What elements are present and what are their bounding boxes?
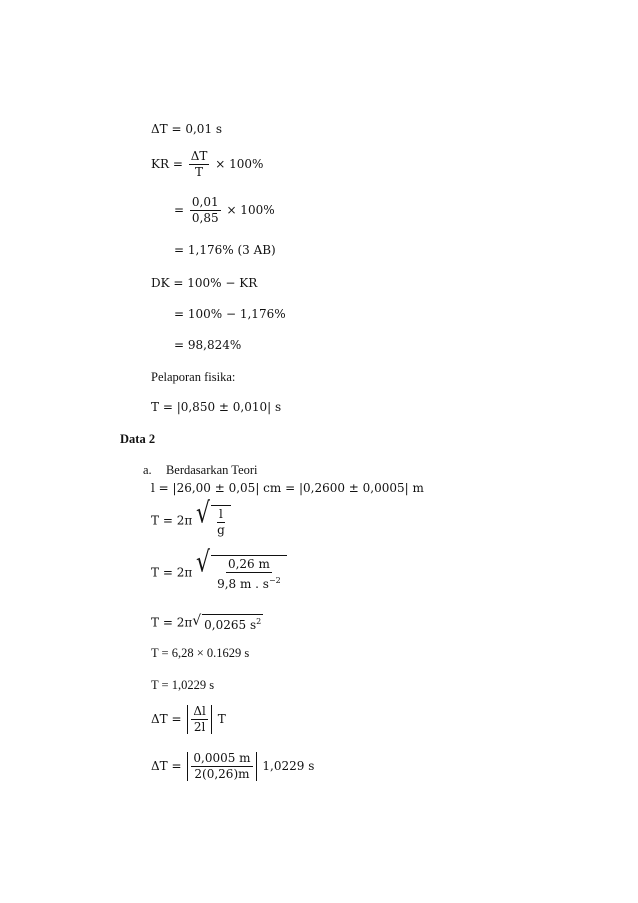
report-heading: Pelaporan fisika: [151, 370, 236, 384]
kr-formula [151, 150, 263, 179]
kr-fraction [189, 150, 210, 179]
t1-numerator: l [219, 507, 223, 521]
kr-numerator: ΔT [190, 149, 208, 163]
sqrt-substitution [196, 547, 287, 591]
delta-t-value: ΔT = 0,01 s [151, 122, 223, 136]
period-multiplication: T = 6,28 × 0.1629 s [151, 646, 250, 660]
sqrt-value: √ 0,0265 $s^2$ [192, 613, 262, 632]
t2-numerator: 0,26 m [227, 557, 270, 571]
dt1-tail: T [217, 712, 226, 726]
t1-denominator: g [217, 523, 225, 537]
kr2-numerator: 0,01 [191, 195, 219, 209]
kr-result: = 1,176% (3 AB) [174, 243, 276, 257]
list-marker: a. [143, 463, 152, 477]
dt1-denominator: 2l [193, 720, 206, 734]
length-value: l = |26,00 ± 0,05| cm = |0,2600 ± 0,0005| m [151, 481, 424, 495]
abs-bars [187, 705, 212, 734]
sqrt-icon: √ [196, 497, 211, 531]
kr-tail: × 100% [215, 157, 264, 171]
sqrt-l-over-g [196, 497, 231, 537]
t3-exponent: 2 [256, 617, 262, 626]
dt2-denominator: 2(0,26)m [194, 767, 250, 781]
delta-t-formula [151, 705, 226, 734]
dt2-fraction [191, 752, 252, 781]
kr-substitution [174, 196, 275, 225]
period2-lhs: T = 2π [151, 565, 193, 580]
period-lhs: T = 2π [151, 513, 193, 528]
list-item-a [143, 463, 258, 477]
dt1-lhs: ΔT = [151, 712, 182, 726]
period-formula [151, 497, 231, 537]
period-sqrt-value [151, 614, 263, 632]
t2-exponent: −2 [268, 576, 281, 585]
kr2-eq: = [174, 203, 185, 217]
list-item-label: Berdasarkan Teori [165, 463, 258, 477]
t2-fraction [215, 558, 283, 591]
dk-substitution: = 100% − 1,176% [174, 307, 286, 321]
kr-lhs: KR = [151, 157, 183, 171]
dt2-numerator: 0,0005 m [193, 751, 251, 765]
dt1-fraction [191, 705, 208, 734]
dt1-numerator: Δl [193, 704, 206, 718]
sqrt-icon: √ [192, 613, 202, 629]
sqrt-icon: √ [196, 547, 211, 580]
kr2-denominator: 0,85 [191, 211, 219, 225]
report-value: T = |0,850 ± 0,010| s [151, 400, 282, 414]
period-substitution [151, 547, 287, 591]
l-over-g-fraction [215, 508, 227, 537]
period-result: T = 1,0229 s [151, 678, 215, 692]
t2-denominator: 9,8 m . $s^{-2}$ [217, 576, 281, 591]
period3-lhs: T = 2π [151, 615, 193, 630]
abs-bars [187, 752, 256, 781]
kr2-fraction [190, 196, 221, 225]
dk-formula: DK = 100% − KR [151, 276, 258, 290]
dt2-lhs: ΔT = [151, 759, 182, 773]
dt2-tail: 1,0229 s [262, 759, 315, 773]
kr2-tail: × 100% [226, 203, 275, 217]
dk-result: = 98,824% [174, 338, 242, 352]
delta-t-substitution [151, 752, 314, 781]
kr-denominator: T [195, 165, 204, 179]
section-heading-data2: Data 2 [120, 432, 156, 446]
